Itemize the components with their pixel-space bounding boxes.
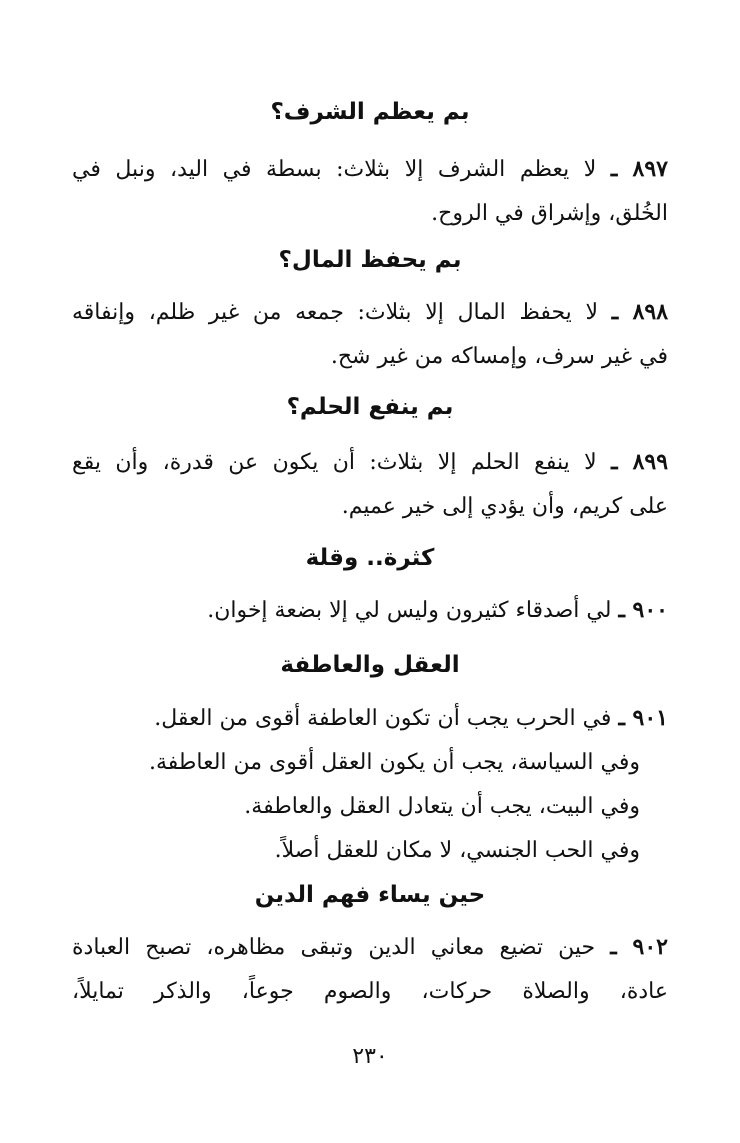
section-heading-902: حين يساء فهم الدين: [254, 882, 486, 908]
entry-line: [72, 925, 668, 970]
entry-number: ٨٩٨ ـ: [611, 299, 669, 325]
section-heading-897: بم يعظم الشرف؟: [270, 99, 470, 125]
section-heading-899: بم ينفع الحلم؟: [286, 394, 454, 420]
entry-line: على كريم، وأن يؤدي إلى خير عميم.: [341, 494, 668, 519]
entry-number: ٩٠٠ ـ: [618, 597, 668, 623]
section-heading-900: كثرة.. وقلة: [305, 545, 435, 571]
entry-line: [72, 147, 668, 192]
section-heading-898: بم يحفظ المال؟: [278, 247, 462, 273]
entry-number: ٨٩٧ ـ: [610, 156, 668, 182]
entry-number: ٩٠١ ـ: [618, 705, 668, 731]
entry-901: [72, 696, 668, 873]
entry-line: وفي البيت، يجب أن يتعادل العقل والعاطفة.: [244, 794, 640, 819]
entry-902: [72, 925, 668, 1014]
entry-898: [72, 290, 668, 379]
section-heading-901: العقل والعاطفة: [280, 652, 460, 678]
entry-text: حين تضيع معاني الدين وتبقى مظاهره، تصبح العبادة: [72, 935, 596, 960]
entry-line: [72, 290, 668, 335]
entry-line: عادة، والصلاة حركات، والصوم جوعاً، والذكر تمايلاً،: [72, 979, 668, 1004]
entry-text: لا يحفظ المال إلا بثلاث: جمعه من غير ظلم، وإنفاقه: [72, 300, 599, 325]
entry-text: لا يعظم الشرف إلا بثلاث: بسطة في اليد، ونبل في: [72, 157, 597, 182]
entry-line: في غير سرف، وإمساكه من غير شح.: [330, 344, 668, 369]
entry-number: ٨٩٩ ـ: [611, 449, 669, 475]
entry-899: [72, 440, 668, 529]
entry-line: [72, 588, 668, 633]
entry-line: وفي السياسة، يجب أن يكون العقل أقوى من العاطفة.: [148, 750, 640, 775]
entry-line: الخُلق، وإشراق في الروح.: [431, 201, 668, 226]
entry-line: [72, 440, 668, 485]
page-number: ٢٣٠: [352, 1044, 388, 1069]
entry-line: [72, 696, 668, 741]
entry-text: لي أصدقاء كثيرون وليس لي إلا بضعة إخوان.: [207, 598, 612, 623]
entry-900: [72, 588, 668, 633]
entry-line: وفي الحب الجنسي، لا مكان للعقل أصلاً.: [274, 838, 640, 863]
entry-897: [72, 147, 668, 236]
entry-text: في الحرب يجب أن تكون العاطفة أقوى من العقل.: [154, 706, 612, 731]
entry-number: ٩٠٢ ـ: [610, 934, 668, 960]
entry-text: لا ينفع الحلم إلا بثلاث: أن يكون عن قدرة، وأن يقع: [72, 450, 597, 475]
